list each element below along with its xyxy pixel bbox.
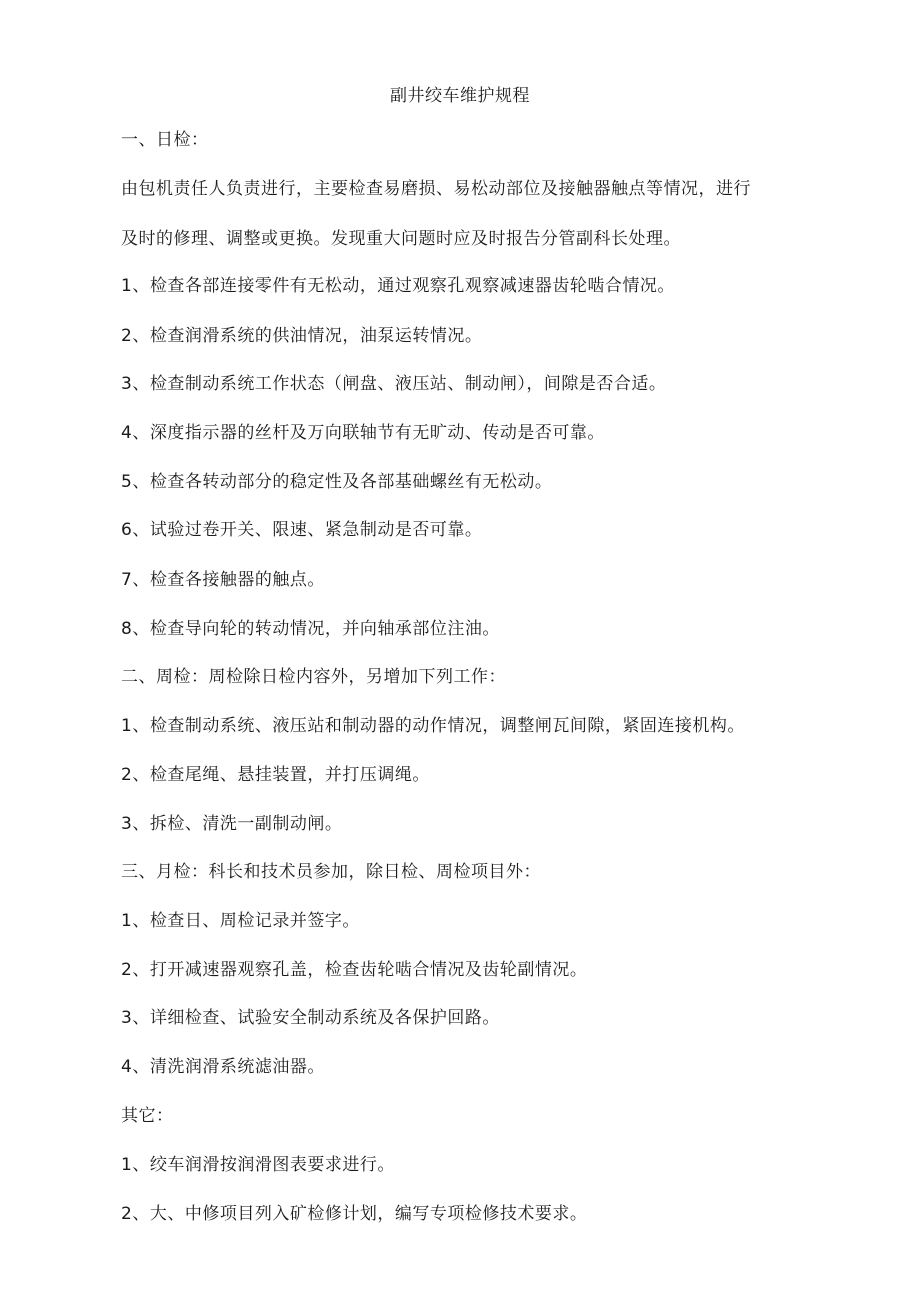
list-item: 1、绞车润滑按润滑图表要求进行。 <box>121 1155 395 1175</box>
list-item: 1、检查制动系统、液压站和制动器的动作情况，调整闸瓦间隙，紧固连接机构。 <box>121 716 745 736</box>
list-item: 4、深度指示器的丝杆及万向联轴节有无旷动、传动是否可靠。 <box>121 423 605 443</box>
section-heading-other: 其它： <box>121 1106 174 1126</box>
list-item: 7、检查各接触器的触点。 <box>121 570 325 590</box>
list-item: 1、检查各部连接零件有无松动，通过观察孔观察减速器齿轮啮合情况。 <box>121 276 675 296</box>
section-heading-monthly: 三、月检：科长和技术员参加，除日检、周检项目外： <box>121 862 541 882</box>
document-title: 副井绞车维护规程 <box>390 86 530 106</box>
list-item: 2、检查尾绳、悬挂装置，并打压调绳。 <box>121 765 430 785</box>
list-item: 3、检查制动系统工作状态（闸盘、液压站、制动闸），间隙是否合适。 <box>121 374 667 394</box>
section-heading-weekly: 二、周检：周检除日检内容外，另增加下列工作： <box>121 667 506 687</box>
list-item: 6、试验过卷开关、限速、紧急制动是否可靠。 <box>121 520 483 540</box>
list-item: 3、拆检、清洗一副制动闸。 <box>121 814 343 834</box>
list-item: 5、检查各转动部分的稳定性及各部基础螺丝有无松动。 <box>121 472 553 492</box>
list-item: 2、大、中修项目列入矿检修计划，编写专项检修技术要求。 <box>121 1204 588 1224</box>
list-item: 2、检查润滑系统的供油情况，油泵运转情况。 <box>121 326 483 346</box>
list-item: 8、检查导向轮的转动情况，并向轴承部位注油。 <box>121 619 500 639</box>
list-item: 2、打开减速器观察孔盖，检查齿轮啮合情况及齿轮副情况。 <box>121 960 588 980</box>
list-item: 3、详细检查、试验安全制动系统及各保护回路。 <box>121 1008 500 1028</box>
list-item: 4、清洗润滑系统滤油器。 <box>121 1057 325 1077</box>
paragraph-line: 由包机责任人负责进行，主要检查易磨损、易松动部位及接触器触点等情况，进行 <box>121 179 751 199</box>
list-item: 1、检查日、周检记录并签字。 <box>121 911 360 931</box>
paragraph-line: 及时的修理、调整或更换。发现重大问题时应及时报告分管副科长处理。 <box>121 229 681 249</box>
section-heading-daily: 一、日检： <box>121 130 209 150</box>
